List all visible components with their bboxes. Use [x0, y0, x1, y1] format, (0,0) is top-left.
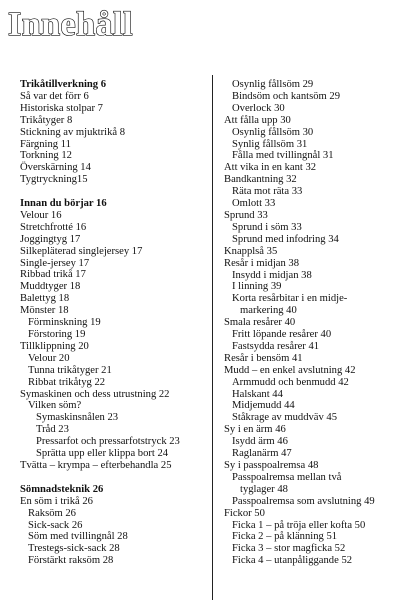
section-heading: Innan du börjar 16 [20, 198, 107, 210]
toc-entry: Bandkantning 32 [224, 174, 297, 186]
toc-entry: Söm med tvillingnål 28 [28, 531, 128, 543]
toc-entry: Raksöm 26 [28, 507, 76, 519]
toc-entry: Förstärkt raksöm 28 [28, 555, 114, 567]
toc-entry: Velour 16 [20, 209, 62, 221]
section-heading: Trikåtillverkning 6 [20, 79, 107, 90]
toc-entry: Tråd 23 [36, 424, 69, 436]
page-title-outline [6, 2, 186, 44]
toc-entry: Räta mot räta 33 [232, 186, 303, 198]
toc-entry: Vilken söm? [28, 400, 82, 412]
toc-entry: Förminskning 19 [28, 317, 101, 329]
toc-entry: Torkning 12 [20, 150, 72, 162]
toc-entry: I linning 39 [232, 281, 282, 293]
section-heading: Sömnadsteknik 26 [20, 483, 104, 495]
toc-entry: Att fålla upp 30 [224, 114, 291, 126]
toc-entry: Ribbat trikåtyg 22 [28, 376, 106, 388]
toc-entry: tyglager 48 [240, 483, 288, 495]
toc-entry: Insydd i midjan 38 [232, 269, 312, 281]
toc-entry: Balettyg 18 [20, 293, 70, 305]
toc-entry: Sprätta upp eller klippa bort 24 [36, 448, 169, 460]
toc-entry: Korta resårbitar i en midje- [232, 293, 348, 305]
toc-entry: Mönster 18 [20, 305, 69, 317]
toc-entry: Raglanärm 47 [232, 448, 292, 460]
toc-entry: Ficka 2 – på klänning 51 [232, 531, 338, 543]
toc-entry: Stickning av mjuktrikå 8 [20, 126, 126, 138]
toc-entry: Tvätta – krympa – efterbehandla 25 [20, 459, 172, 471]
toc-entry: Joggingtyg 17 [20, 233, 81, 245]
toc-entry: Fastsydda resårer 41 [232, 340, 320, 352]
toc-entry: Omlott 33 [232, 198, 276, 210]
toc-entry: Att vika in en kant 32 [224, 162, 317, 174]
toc-entry: Ståkrage av muddväv 45 [232, 412, 338, 424]
toc-entry: Sprund 33 [224, 209, 268, 221]
toc-entry: Så var det förr 6 [20, 90, 89, 102]
column-divider [212, 75, 213, 600]
page-title-text: Innehåll [8, 6, 133, 43]
toc-entry: Muddtyger 18 [20, 281, 81, 293]
toc-entry: Ribbad trikå 17 [20, 269, 86, 281]
toc-entry: Stretchfrotté 16 [20, 221, 87, 233]
toc-entry: Resår i bensöm 41 [224, 352, 303, 364]
toc-entry: Resår i midjan 38 [224, 257, 300, 269]
toc-entry: Fålla med tvillingnål 31 [232, 150, 334, 162]
toc-entry: Symaskinsnålen 23 [36, 412, 119, 424]
toc-entry: Overlock 30 [232, 102, 285, 114]
toc-entry: Passpoalremsa mellan två [232, 471, 342, 483]
toc-entry: Isydd ärm 46 [232, 436, 288, 448]
toc-entry: Tunna trikåtyger 21 [28, 364, 112, 376]
toc-entry: Ficka 4 – utanpåliggande 52 [232, 555, 353, 567]
toc-entry: Sy i passpoalremsa 48 [224, 460, 319, 471]
toc-entry: Sy i en ärm 46 [224, 424, 286, 436]
toc-entry: Passpoalremsa som avslutning 49 [232, 495, 375, 507]
toc-entry: Osynlig fållsöm 30 [232, 126, 314, 138]
contents-left-column [20, 79, 210, 567]
contents-right-column [224, 79, 412, 567]
toc-entry: Förstoring 19 [28, 329, 86, 341]
toc-entry: Armmudd och benmudd 42 [232, 376, 349, 388]
toc-entry: En söm i trikå 26 [20, 495, 93, 507]
toc-entry: Bindsöm och kantsöm 29 [232, 90, 340, 102]
toc-entry: Single-jersey 17 [20, 257, 90, 269]
toc-entry: Silkepläterad singlejersey 17 [20, 245, 143, 257]
toc-entry: Fickor 50 [224, 507, 265, 519]
toc-entry: Sprund med infodring 34 [232, 233, 339, 245]
toc-entry: Pressarfot och pressarfotstryck 23 [36, 436, 180, 448]
toc-entry: Ficka 3 – stor magficka 52 [232, 543, 346, 555]
toc-entry: Halskant 44 [232, 388, 283, 400]
page-title [6, 2, 186, 44]
toc-entry: Knapplså 35 [224, 245, 278, 257]
toc-entry: Färgning 11 [20, 138, 71, 150]
toc-entry: Tillklippning 20 [20, 340, 89, 352]
toc-entry: Ficka 1 – på tröja eller kofta 50 [232, 519, 366, 531]
toc-entry: Mudd – en enkel avslutning 42 [224, 364, 356, 376]
toc-entry: markering 40 [240, 305, 297, 317]
toc-entry: Trikåtyger 8 [20, 114, 73, 126]
toc-entry: Sick-sack 26 [28, 519, 83, 531]
toc-entry: Tygtryckning15 [20, 174, 88, 186]
toc-entry: Osynlig fållsöm 29 [232, 79, 314, 90]
toc-entry: Midjemudd 44 [232, 400, 295, 412]
toc-entry: Synlig fållsöm 31 [232, 138, 308, 150]
toc-entry: Historiska stolpar 7 [20, 102, 103, 114]
toc-entry: Fritt löpande resårer 40 [232, 329, 332, 341]
toc-entry: Trestegs-sick-sack 28 [28, 543, 120, 555]
toc-entry: Smala resårer 40 [224, 317, 296, 329]
toc-entry: Överskärning 14 [20, 162, 91, 174]
toc-entry: Symaskinen och dess utrustning 22 [20, 388, 170, 400]
toc-entry: Velour 20 [28, 352, 70, 364]
toc-entry: Sprund i söm 33 [232, 221, 302, 233]
